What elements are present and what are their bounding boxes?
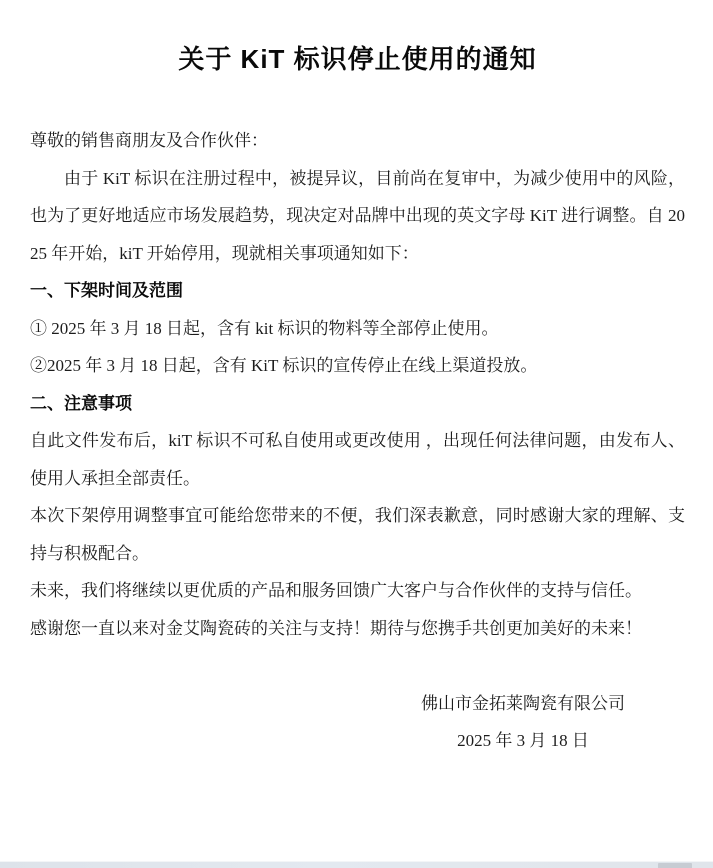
section1-heading: 一、下架时间及范围 <box>30 281 183 300</box>
section2-paragraph-1: 自此文件发布后，kiT 标识不可私自使用或更改使用 ，出现任何法律问题，由发布人、使用人承担全部责任。 <box>30 431 685 488</box>
section2-paragraph-3: 未来，我们将继续以更优质的产品和服务回馈广大客户与合作伙伴的支持与信任。 <box>30 581 642 600</box>
section1-item-1: ① 2025 年 3 月 18 日起，含有 kit 标识的物料等全部停止使用。 <box>30 318 499 338</box>
section1-item-2: ②2025 年 3 月 18 日起，含有 KiT 标识的宣传停止在线上渠道投放。 <box>30 356 538 375</box>
intro-paragraph: 由于 KiT 标识在注册过程中，被提异议，目前尚在复审中，为减少使用中的风险，也为了更好地适应市场发展趋势，现决定对品牌中出现的英文字母 KiT 进行调整。自 2025 年开始，kiT 开始停用，现就相关事项通知如下： <box>30 168 685 263</box>
scrollbar-thumb[interactable] <box>658 863 692 868</box>
salutation: 尊敬的销售商朋友及合作伙伴： <box>30 131 268 150</box>
signature-company: 佛山市金拓莱陶瓷有限公司 <box>421 693 625 713</box>
signature-date: 2025 年 3 月 18 日 <box>457 731 589 750</box>
section2-paragraph-4: 感谢您一直以来对金艾陶瓷砖的关注与支持！期待与您携手共创更加美好的未来！ <box>30 618 642 638</box>
signature-block <box>421 685 625 760</box>
document-title: 关于 KiT 标识停止使用的通知 <box>178 44 537 74</box>
section2-heading: 二、注意事项 <box>30 393 132 413</box>
section2-paragraph-2: 本次下架停用调整事宜可能给您带来的不便，我们深表歉意，同时感谢大家的理解、支持与积极配合。 <box>30 506 685 563</box>
horizontal-scrollbar[interactable] <box>0 861 713 868</box>
